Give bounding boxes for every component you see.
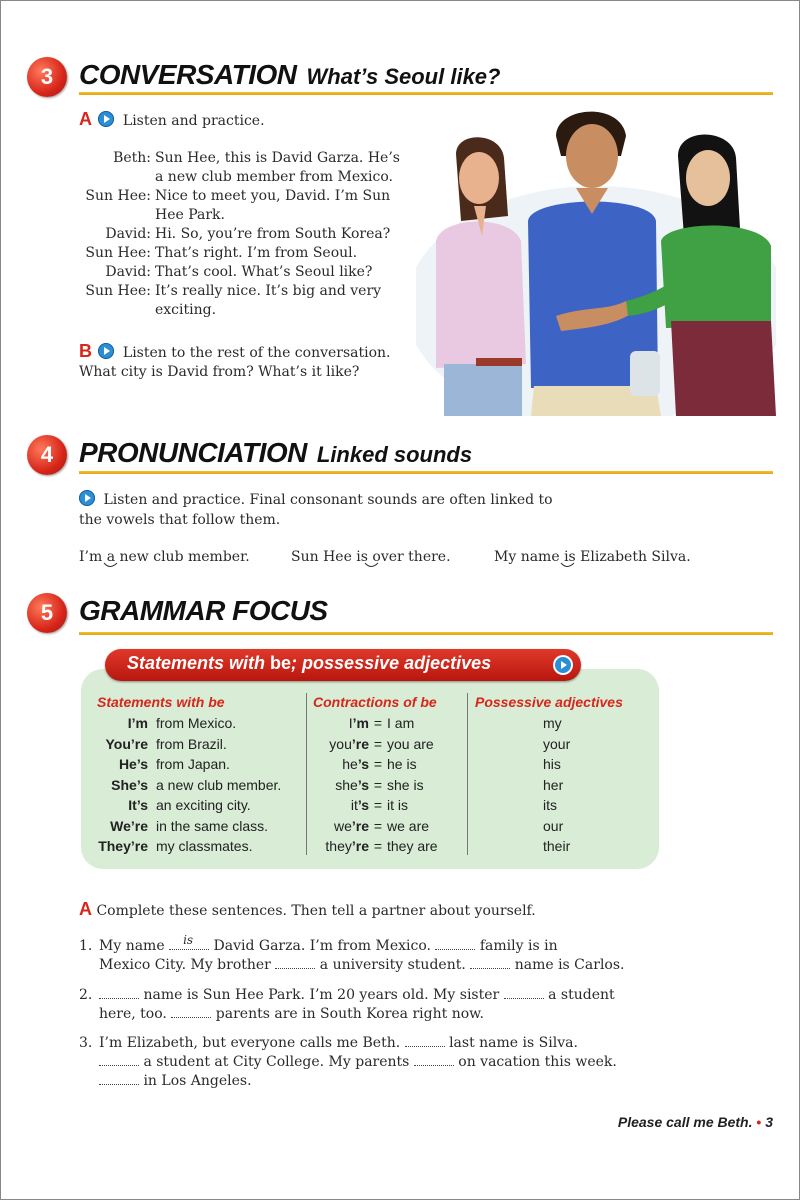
footer-bullet: • <box>756 1114 762 1130</box>
speaker: David: <box>105 226 151 242</box>
statement-row: It’s an exciting city. <box>128 797 251 813</box>
section-title-sub: What’s Seoul like? <box>306 64 501 89</box>
contractions-column <box>307 713 438 857</box>
section-title <box>79 437 472 469</box>
statement-row: I’m from Mexico. <box>127 715 237 731</box>
answer-blank[interactable] <box>470 958 510 969</box>
exercise-item-2: 2. name is Sun Hee Park. I’m 20 years old. My sister a student here, too. parents are in South Korea right now. <box>79 987 615 1022</box>
answer-blank[interactable] <box>414 1055 454 1066</box>
instruction-text: the vowels that follow them. <box>79 512 281 528</box>
possessive-row: her <box>543 776 564 793</box>
instruction-text: Listen and practice. <box>122 113 265 129</box>
grammar-banner-title: Statements with be; possessive adjectives <box>127 653 492 673</box>
section-number-badge: 5 <box>27 593 67 633</box>
speaker: David: <box>105 264 151 280</box>
exercise-item-1: 1. My name is David Garza. I’m from Mexico. family is in Mexico City. My brother a university student. name is Carlos. <box>79 933 625 973</box>
section-title-main: CONVERSATION <box>79 59 297 90</box>
part-a-instruction <box>79 109 265 130</box>
audio-play-icon[interactable] <box>555 657 571 673</box>
col-head-possessives: Possessive adjectives <box>475 694 623 710</box>
contraction-row: you’re = you are <box>329 735 434 752</box>
answer-blank[interactable] <box>435 939 475 950</box>
answer-blank[interactable] <box>171 1007 211 1018</box>
line-text: exciting. <box>155 302 217 318</box>
possessives-column <box>543 713 570 857</box>
answer-blank[interactable]: is <box>169 939 209 950</box>
section-rule <box>79 632 773 635</box>
audio-play-icon[interactable] <box>98 111 114 127</box>
section-number-badge: 3 <box>27 57 67 97</box>
pronunciation-instruction <box>79 490 553 530</box>
answer-blank[interactable] <box>405 1036 445 1047</box>
section-number-badge: 4 <box>27 435 67 475</box>
audio-play-icon[interactable] <box>79 490 95 506</box>
instruction-text: Listen to the rest of the conversation. <box>122 345 391 361</box>
part-letter: A <box>79 899 92 919</box>
answer-blank[interactable] <box>275 958 315 969</box>
statement-row: He’s from Japan. <box>118 756 230 772</box>
dialogue-line <box>79 301 424 320</box>
section-title <box>79 59 500 91</box>
section-title <box>79 595 328 627</box>
speaker: Sun Hee: <box>85 188 151 204</box>
section-title-sub: Linked sounds <box>316 442 473 467</box>
col-head-contractions: Contractions of be <box>313 694 437 710</box>
statement-row: She’s a new club member. <box>111 776 282 793</box>
dialogue <box>79 149 424 320</box>
page-number: 3 <box>765 1114 773 1130</box>
column-divider <box>467 693 468 855</box>
line-text: That’s right. I’m from Seoul. <box>155 245 358 261</box>
dialogue-line <box>79 225 424 244</box>
contraction-row: I’m = I am <box>348 715 415 731</box>
possessive-row: our <box>543 817 564 834</box>
part-letter: A <box>79 109 92 129</box>
possessive-row: his <box>543 756 561 772</box>
linked-example-2: Sun Hee is over there. <box>291 549 451 565</box>
section-title-main: PRONUNCIATION <box>79 437 307 468</box>
instruction-text: Complete these sentences. Then tell a partner about yourself. <box>96 903 536 919</box>
contraction-row: they’re = they are <box>325 838 438 854</box>
linked-example-3: My name is Elizabeth Silva. <box>494 549 691 565</box>
possessive-row: your <box>543 735 571 752</box>
col-head-statements: Statements with be <box>97 694 225 710</box>
line-text: a new club member from Mexico. <box>155 169 393 185</box>
page-footer <box>618 1114 773 1130</box>
speaker: Beth: <box>113 150 151 166</box>
statement-row: We’re in the same class. <box>110 817 269 834</box>
speaker: Sun Hee: <box>85 283 151 299</box>
line-text: Sun Hee, this is David Garza. He’s <box>155 150 400 166</box>
dialogue-line <box>79 187 424 206</box>
exercise-a-instruction <box>79 899 536 920</box>
contraction-row: he’s = he is <box>342 756 417 772</box>
statements-column <box>81 713 281 857</box>
contraction-row: it’s = it is <box>350 797 408 813</box>
statement-row: They’re my classmates. <box>98 838 253 854</box>
conversation-illustration <box>416 96 776 416</box>
line-text: Hi. So, you’re from South Korea? <box>155 226 391 242</box>
statement-row: You’re from Brazil. <box>105 735 227 752</box>
audio-play-icon[interactable] <box>98 343 114 359</box>
line-text: That’s cool. What’s Seoul like? <box>155 264 373 280</box>
answer-blank[interactable] <box>504 988 544 999</box>
line-text: It’s really nice. It’s big and very <box>155 283 382 299</box>
dialogue-line <box>79 282 424 301</box>
answer-blank[interactable] <box>99 988 139 999</box>
dialogue-line <box>79 168 424 187</box>
line-text: Hee Park. <box>155 207 225 223</box>
dialogue-line <box>79 263 424 282</box>
answer-blank[interactable] <box>99 1074 139 1085</box>
contraction-row: she’s = she is <box>335 776 424 793</box>
possessive-row: their <box>543 838 571 854</box>
speaker: Sun Hee: <box>85 245 151 261</box>
dialogue-line <box>79 244 424 263</box>
section-rule <box>79 92 773 95</box>
possessive-row: my <box>543 715 562 731</box>
grammar-banner <box>105 649 581 681</box>
possessive-row: its <box>543 797 557 813</box>
part-b-instruction <box>79 342 391 382</box>
dialogue-line <box>79 206 424 225</box>
answer-blank[interactable] <box>99 1055 139 1066</box>
footer-unit-title: Please call me Beth. <box>617 1114 753 1130</box>
linked-example-1: I’m a new club member. <box>79 549 250 565</box>
instruction-text: What city is David from? What’s it like? <box>79 364 360 380</box>
instruction-text: Listen and practice. Final consonant sounds are often linked to <box>103 492 553 508</box>
section-title-main: GRAMMAR FOCUS <box>79 595 328 626</box>
contraction-row: we’re = we are <box>333 817 430 834</box>
line-text: Nice to meet you, David. I’m Sun <box>155 188 391 204</box>
exercise-item-3: 3. I’m Elizabeth, but everyone calls me Beth. last name is Silva. a student at City College. My parents on vacation this week. in Los Angeles. <box>79 1035 617 1089</box>
dialogue-line <box>79 149 424 168</box>
section-rule <box>79 471 773 474</box>
part-letter: B <box>79 341 92 361</box>
